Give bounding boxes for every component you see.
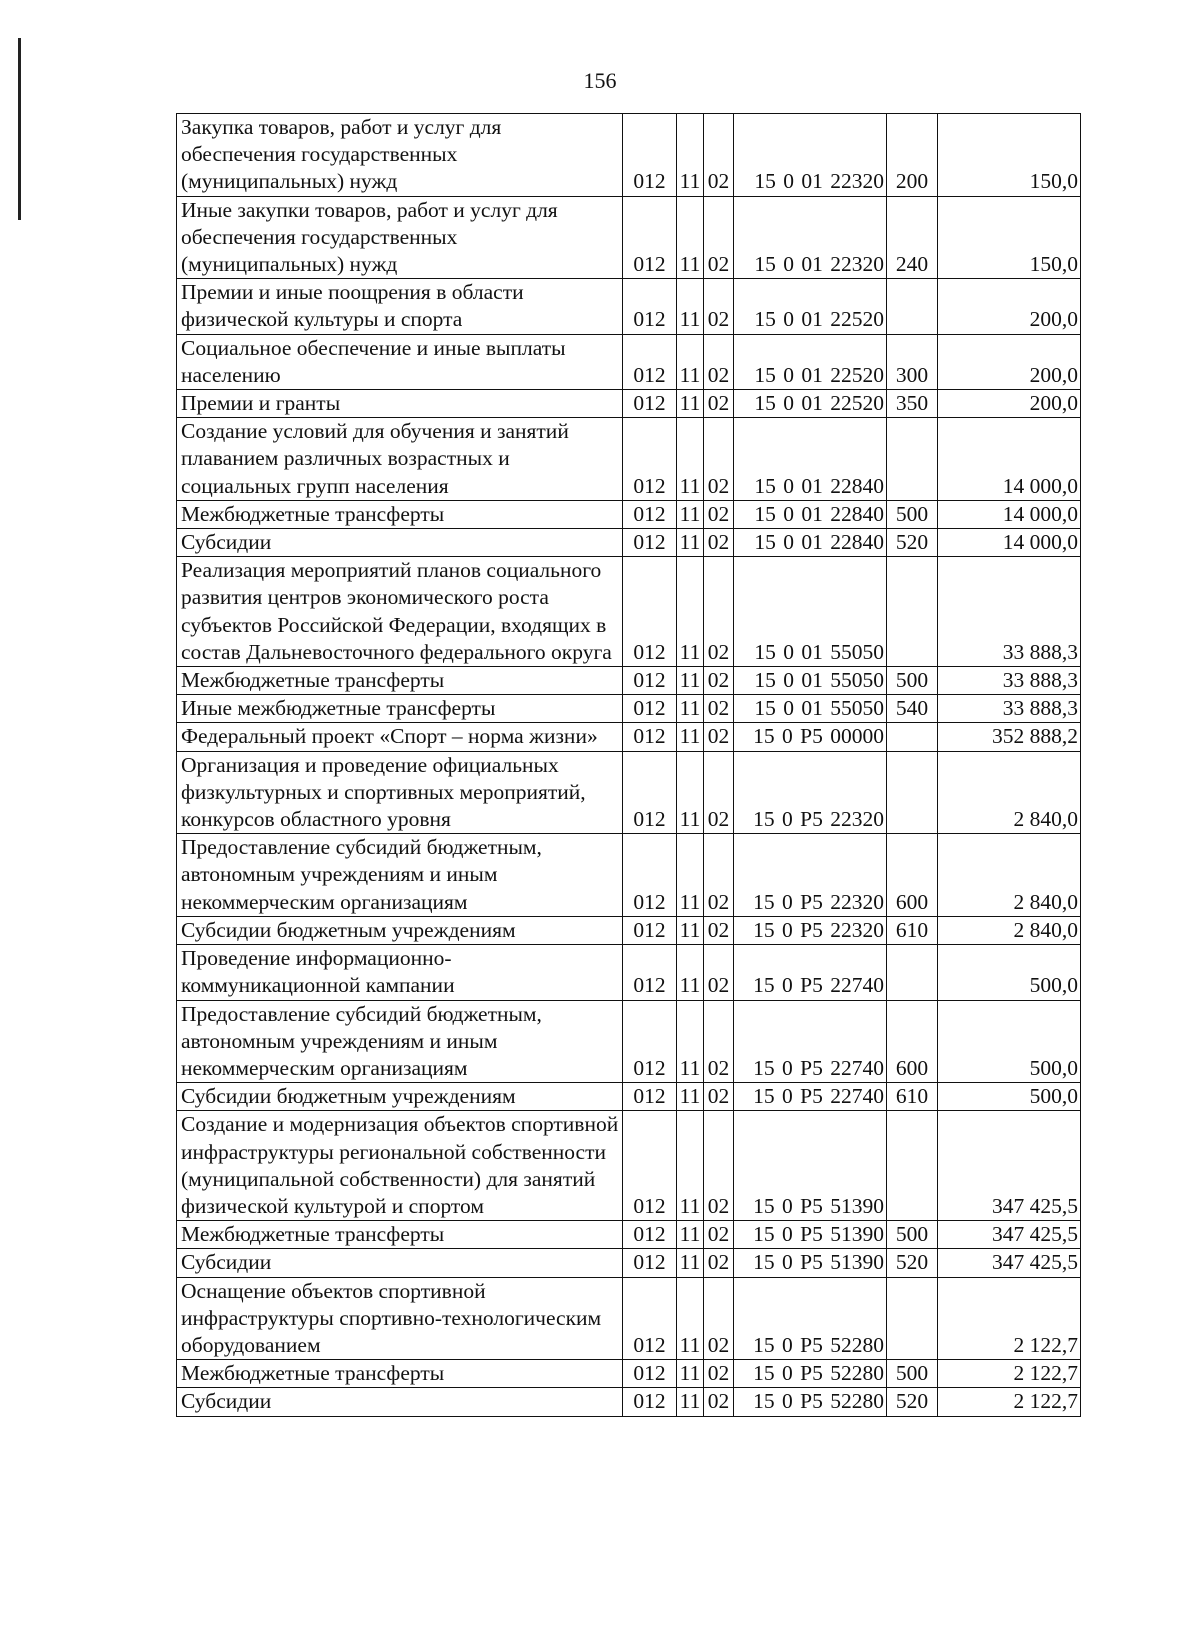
ministry-code: 012 [623,390,677,418]
ministry-code: 012 [623,916,677,944]
section-code: 11 [677,667,704,695]
table-row [177,916,1081,944]
target-item-code: 15 0 01 22520 [734,279,887,334]
section-code: 11 [677,114,704,197]
amount: 347 425,5 [938,1221,1081,1249]
expense-type-code [887,723,938,751]
amount: 2 840,0 [938,916,1081,944]
table-row [177,1277,1081,1360]
amount: 347 425,5 [938,1111,1081,1221]
amount: 500,0 [938,945,1081,1000]
expense-type-code [887,1111,938,1221]
row-name: Реализация мероприятий планов социального развития центров экономического роста субъектов Российской Федерации, входящих в состав Дальневосточного федерального округа [177,557,623,667]
table-row [177,834,1081,917]
amount: 2 122,7 [938,1277,1081,1360]
target-item-code: 15 0 01 22840 [734,500,887,528]
subsection-code: 02 [704,834,734,917]
subsection-code: 02 [704,390,734,418]
table-row [177,196,1081,279]
amount: 2 122,7 [938,1388,1081,1416]
row-name: Закупка товаров, работ и услуг для обеспечения государственных (муниципальных) нужд [177,114,623,197]
section-code: 11 [677,916,704,944]
ministry-code: 012 [623,418,677,501]
section-code: 11 [677,1083,704,1111]
ministry-code: 012 [623,114,677,197]
amount: 200,0 [938,279,1081,334]
section-code: 11 [677,279,704,334]
amount: 150,0 [938,196,1081,279]
table-row [177,945,1081,1000]
row-name: Федеральный проект «Спорт – норма жизни» [177,723,623,751]
expense-type-code: 200 [887,114,938,197]
expense-type-code: 600 [887,834,938,917]
expense-type-code: 240 [887,196,938,279]
row-name: Иные межбюджетные трансферты [177,695,623,723]
row-name: Создание и модернизация объектов спортивной инфраструктуры региональной собственности (муниципальной собственности) для занятий физической культурой и спортом [177,1111,623,1221]
target-item-code: 15 0 01 22320 [734,114,887,197]
section-code: 11 [677,834,704,917]
ministry-code: 012 [623,723,677,751]
target-item-code: 15 0 P5 51390 [734,1111,887,1221]
target-item-code: 15 0 01 55050 [734,695,887,723]
amount: 2 840,0 [938,751,1081,834]
table-row [177,529,1081,557]
amount: 14 000,0 [938,529,1081,557]
expense-type-code: 500 [887,1221,938,1249]
table-row [177,695,1081,723]
page-number: 156 [583,68,617,93]
target-item-code: 15 0 P5 51390 [734,1249,887,1277]
ministry-code: 012 [623,1249,677,1277]
row-name: Иные закупки товаров, работ и услуг для обеспечения государственных (муниципальных) нужд [177,196,623,279]
target-item-code: 15 0 P5 00000 [734,723,887,751]
target-item-code: 15 0 P5 22740 [734,1000,887,1083]
table-row [177,334,1081,389]
ministry-code: 012 [623,1083,677,1111]
table-row [177,390,1081,418]
subsection-code: 02 [704,667,734,695]
target-item-code: 15 0 01 22320 [734,196,887,279]
ministry-code: 012 [623,945,677,1000]
subsection-code: 02 [704,279,734,334]
table-row [177,723,1081,751]
ministry-code: 012 [623,1221,677,1249]
target-item-code: 15 0 01 22840 [734,529,887,557]
row-name: Оснащение объектов спортивной инфраструктуры спортивно-технологическим оборудованием [177,1277,623,1360]
ministry-code: 012 [623,334,677,389]
ministry-code: 012 [623,667,677,695]
subsection-code: 02 [704,945,734,1000]
amount: 500,0 [938,1000,1081,1083]
section-code: 11 [677,500,704,528]
table-row [177,1000,1081,1083]
row-name: Субсидии [177,1249,623,1277]
expense-type-code [887,279,938,334]
subsection-code: 02 [704,1360,734,1388]
amount: 352 888,2 [938,723,1081,751]
amount: 200,0 [938,390,1081,418]
expense-type-code [887,751,938,834]
expense-type-code [887,1277,938,1360]
expense-type-code [887,945,938,1000]
row-name: Межбюджетные трансферты [177,500,623,528]
target-item-code: 15 0 01 22520 [734,334,887,389]
row-name: Межбюджетные трансферты [177,1360,623,1388]
subsection-code: 02 [704,1111,734,1221]
row-name: Субсидии бюджетным учреждениям [177,916,623,944]
row-name: Субсидии [177,1388,623,1416]
target-item-code: 15 0 P5 52280 [734,1388,887,1416]
section-code: 11 [677,1388,704,1416]
target-item-code: 15 0 P5 52280 [734,1277,887,1360]
section-code: 11 [677,945,704,1000]
amount: 14 000,0 [938,500,1081,528]
section-code: 11 [677,334,704,389]
ministry-code: 012 [623,1111,677,1221]
ministry-code: 012 [623,557,677,667]
target-item-code: 15 0 01 22840 [734,418,887,501]
expense-type-code: 500 [887,667,938,695]
target-item-code: 15 0 P5 22740 [734,945,887,1000]
row-name: Организация и проведение официальных физкультурных и спортивных мероприятий, конкурсов областного уровня [177,751,623,834]
row-name: Премии и иные поощрения в области физической культуры и спорта [177,279,623,334]
ministry-code: 012 [623,279,677,334]
subsection-code: 02 [704,1221,734,1249]
scan-margin-line [18,38,21,220]
subsection-code: 02 [704,751,734,834]
section-code: 11 [677,529,704,557]
row-name: Социальное обеспечение и иные выплаты населению [177,334,623,389]
ministry-code: 012 [623,751,677,834]
table-row [177,1388,1081,1416]
section-code: 11 [677,1221,704,1249]
subsection-code: 02 [704,1388,734,1416]
section-code: 11 [677,1249,704,1277]
row-name: Межбюджетные трансферты [177,1221,623,1249]
amount: 33 888,3 [938,557,1081,667]
subsection-code: 02 [704,695,734,723]
target-item-code: 15 0 01 55050 [734,667,887,695]
expense-type-code: 520 [887,529,938,557]
ministry-code: 012 [623,196,677,279]
expense-type-code [887,418,938,501]
subsection-code: 02 [704,557,734,667]
ministry-code: 012 [623,834,677,917]
subsection-code: 02 [704,723,734,751]
expense-type-code: 500 [887,500,938,528]
subsection-code: 02 [704,1249,734,1277]
budget-table-body [177,114,1081,1417]
expense-type-code: 350 [887,390,938,418]
expense-type-code: 300 [887,334,938,389]
section-code: 11 [677,557,704,667]
amount: 2 122,7 [938,1360,1081,1388]
ministry-code: 012 [623,1388,677,1416]
section-code: 11 [677,695,704,723]
table-row [177,557,1081,667]
section-code: 11 [677,418,704,501]
target-item-code: 15 0 01 22520 [734,390,887,418]
target-item-code: 15 0 P5 22320 [734,916,887,944]
amount: 33 888,3 [938,695,1081,723]
ministry-code: 012 [623,500,677,528]
section-code: 11 [677,751,704,834]
table-row [177,114,1081,197]
amount: 200,0 [938,334,1081,389]
amount: 14 000,0 [938,418,1081,501]
table-row [177,279,1081,334]
table-row [177,1111,1081,1221]
expense-type-code: 520 [887,1388,938,1416]
expense-type-code: 520 [887,1249,938,1277]
section-code: 11 [677,1360,704,1388]
ministry-code: 012 [623,695,677,723]
amount: 347 425,5 [938,1249,1081,1277]
ministry-code: 012 [623,1000,677,1083]
subsection-code: 02 [704,418,734,501]
ministry-code: 012 [623,1277,677,1360]
subsection-code: 02 [704,916,734,944]
row-name: Субсидии бюджетным учреждениям [177,1083,623,1111]
row-name: Проведение информационно-коммуникационной кампании [177,945,623,1000]
ministry-code: 012 [623,529,677,557]
table-row [177,1221,1081,1249]
table-row [177,1360,1081,1388]
budget-table [176,113,1081,1417]
target-item-code: 15 0 P5 52280 [734,1360,887,1388]
subsection-code: 02 [704,334,734,389]
target-item-code: 15 0 01 55050 [734,557,887,667]
row-name: Межбюджетные трансферты [177,667,623,695]
table-row [177,751,1081,834]
row-name: Премии и гранты [177,390,623,418]
row-name: Предоставление субсидий бюджетным, автономным учреждениям и иным некоммерческим организациям [177,834,623,917]
expense-type-code: 610 [887,916,938,944]
row-name: Предоставление субсидий бюджетным, автономным учреждениям и иным некоммерческим организациям [177,1000,623,1083]
section-code: 11 [677,723,704,751]
row-name: Субсидии [177,529,623,557]
subsection-code: 02 [704,529,734,557]
section-code: 11 [677,390,704,418]
expense-type-code: 610 [887,1083,938,1111]
expense-type-code: 500 [887,1360,938,1388]
section-code: 11 [677,1277,704,1360]
subsection-code: 02 [704,1083,734,1111]
target-item-code: 15 0 P5 22320 [734,834,887,917]
section-code: 11 [677,196,704,279]
table-row [177,1083,1081,1111]
target-item-code: 15 0 P5 51390 [734,1221,887,1249]
expense-type-code: 540 [887,695,938,723]
subsection-code: 02 [704,1277,734,1360]
target-item-code: 15 0 P5 22740 [734,1083,887,1111]
section-code: 11 [677,1111,704,1221]
expense-type-code: 600 [887,1000,938,1083]
subsection-code: 02 [704,114,734,197]
subsection-code: 02 [704,500,734,528]
amount: 150,0 [938,114,1081,197]
table-row [177,1249,1081,1277]
table-row [177,418,1081,501]
amount: 2 840,0 [938,834,1081,917]
amount: 33 888,3 [938,667,1081,695]
subsection-code: 02 [704,1000,734,1083]
section-code: 11 [677,1000,704,1083]
subsection-code: 02 [704,196,734,279]
expense-type-code [887,557,938,667]
table-row [177,667,1081,695]
row-name: Создание условий для обучения и занятий плаванием различных возрастных и социальных групп населения [177,418,623,501]
ministry-code: 012 [623,1360,677,1388]
table-row [177,500,1081,528]
amount: 500,0 [938,1083,1081,1111]
target-item-code: 15 0 P5 22320 [734,751,887,834]
